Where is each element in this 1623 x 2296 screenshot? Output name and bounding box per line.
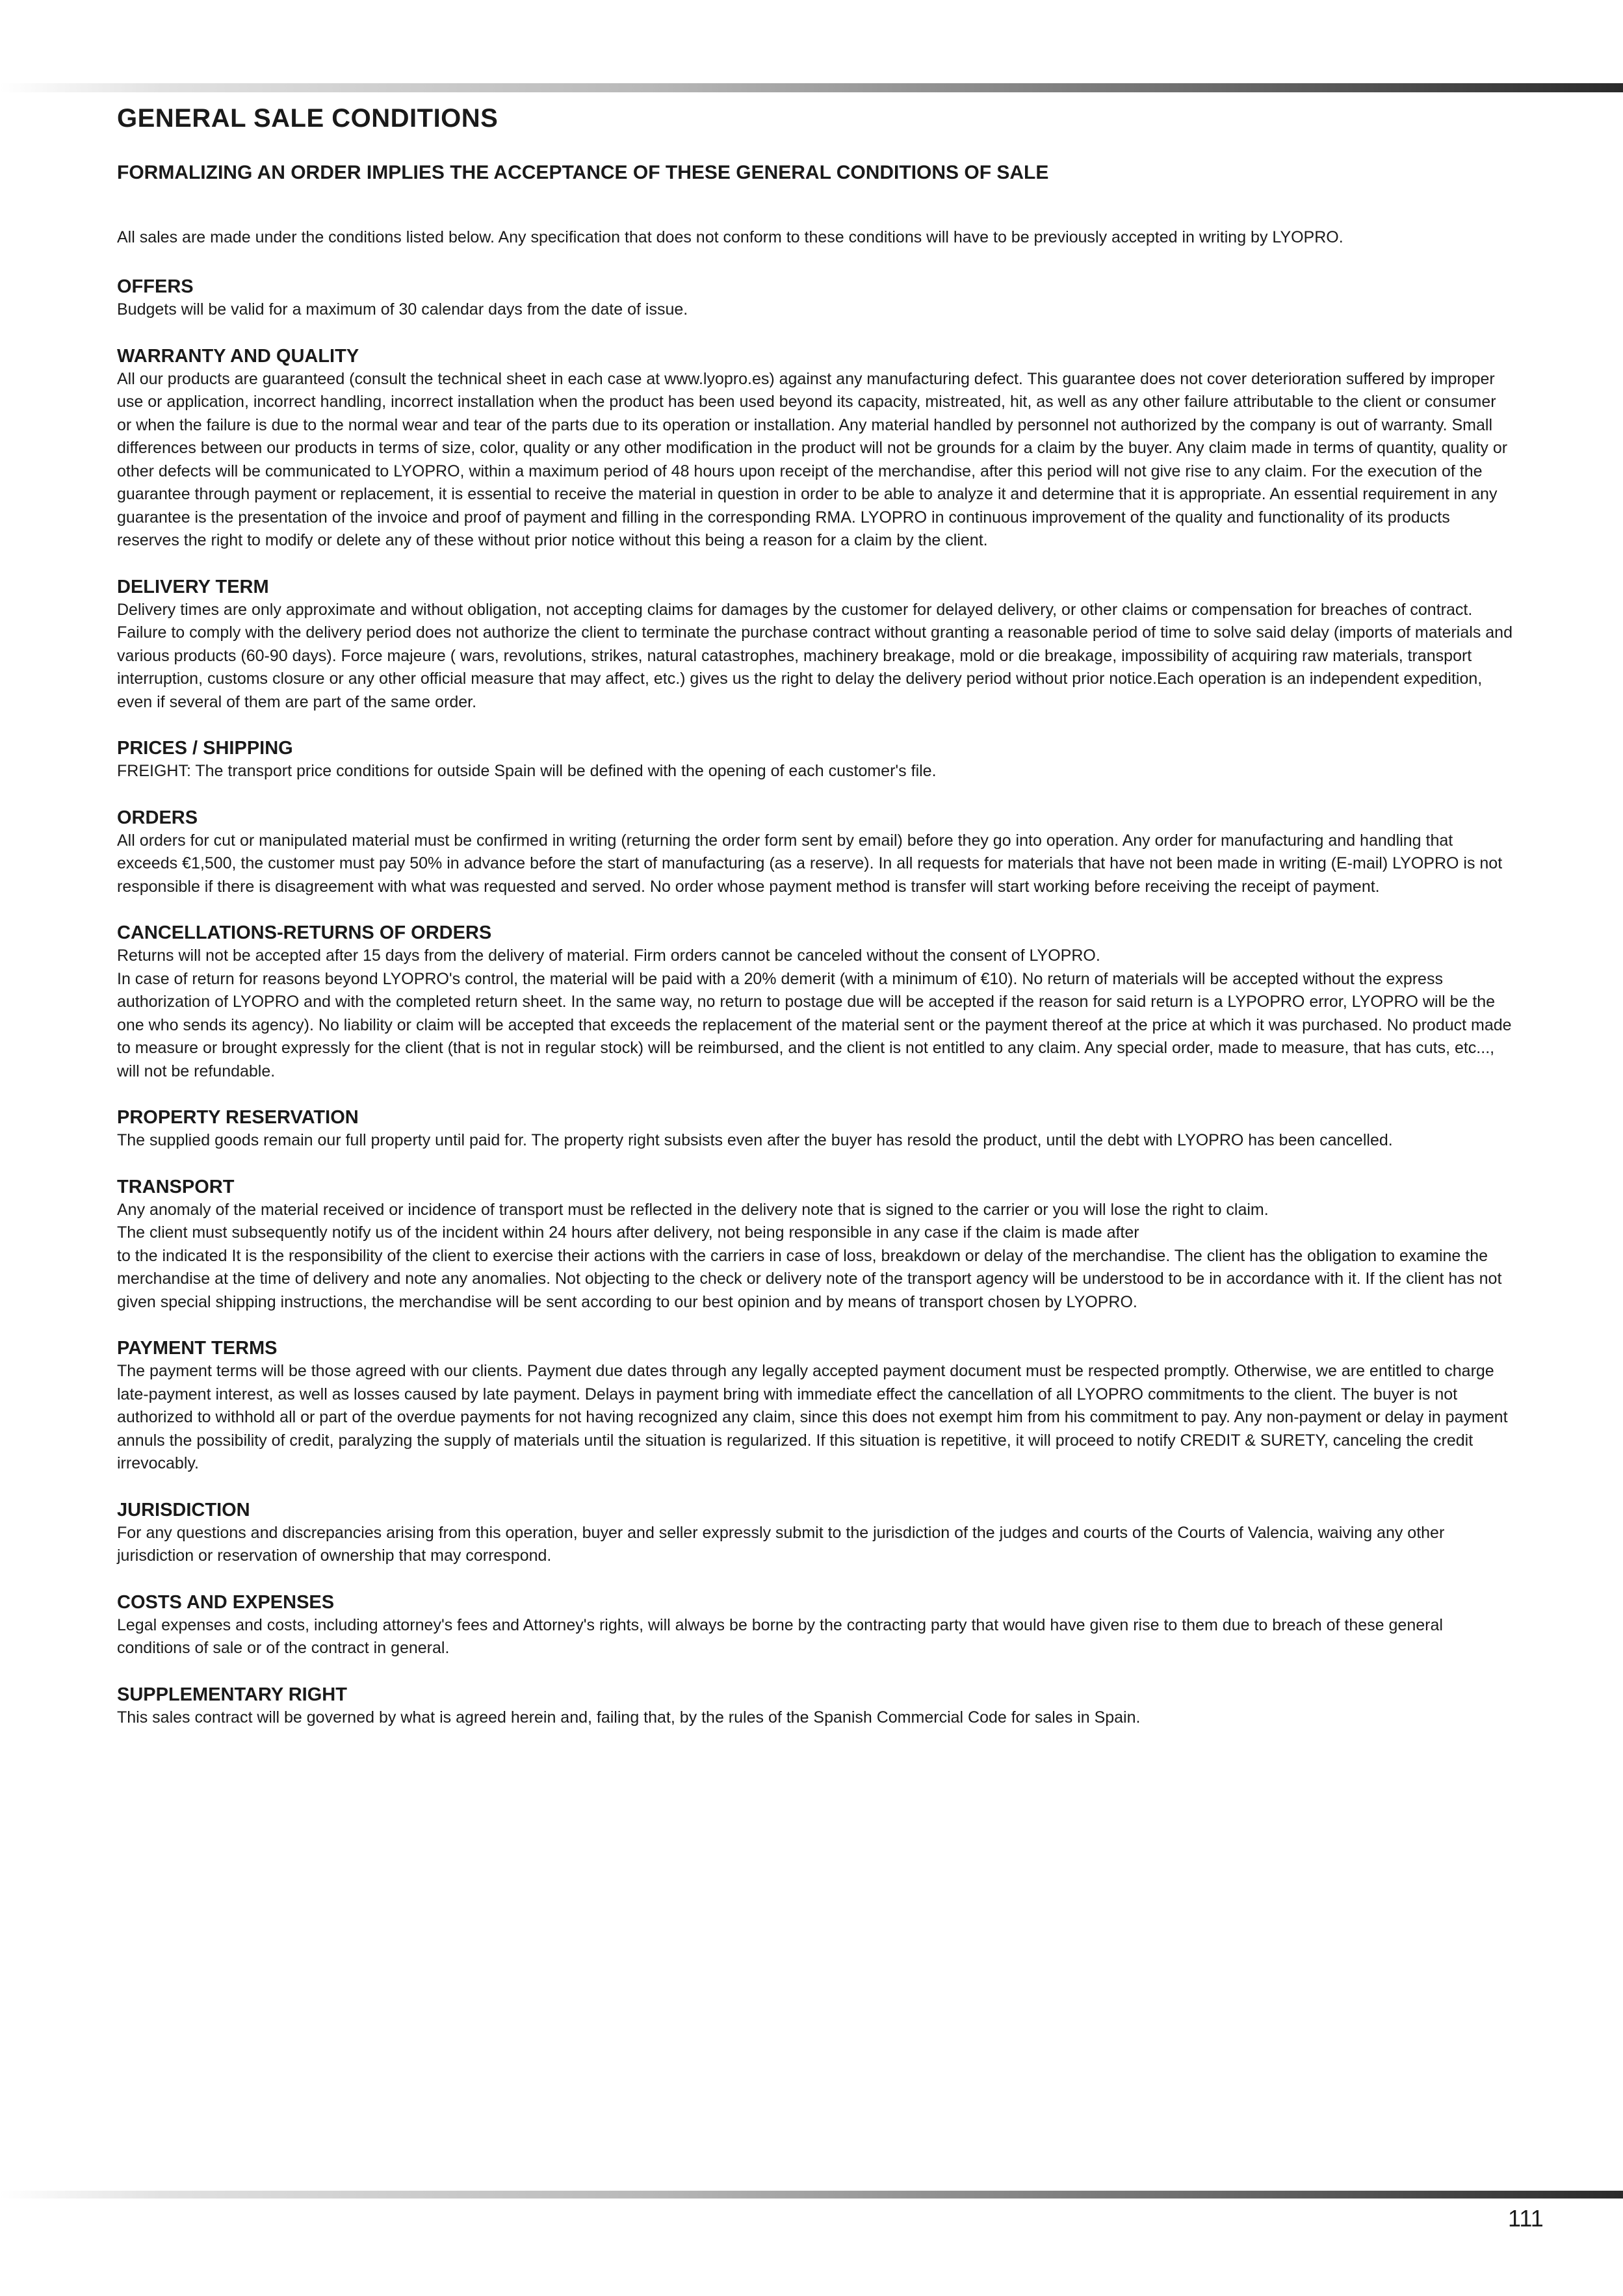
section-heading: PROPERTY RESERVATION <box>117 1107 359 1128</box>
page-title: GENERAL SALE CONDITIONS <box>117 104 499 133</box>
section-orders <box>117 806 1514 899</box>
section-paragraph: In case of return for reasons beyond LYOPRO's control, the material will be paid with a 20% demerit (with a minimum of €10). No return of materials will be accepted without the express authorization of LYOPRO and with the completed return sheet. In the same way, no return to postage due will be accepted if the reason for said return is a LYPOPRO error, LYOPRO will be the one who sends its agency). No liability or claim will be accepted that exceeds the replacement of the material sent or the payment thereof at the price at which it was purchased. No product made to measure or brought expressly for the client (that is not in regular stock) will be reimbursed, and the client is not entitled to any claim. Any special order, made to measure, that has cuts, etc..., will not be refundable. <box>117 969 1512 1080</box>
section-cancellations-returns <box>117 921 1514 1083</box>
section-paragraph: FREIGHT: The transport price conditions for outside Spain will be defined with the opening of each customer's file. <box>117 762 937 780</box>
section-heading: WARRANTY AND QUALITY <box>117 345 359 367</box>
section-payment-terms <box>117 1337 1514 1476</box>
section-paragraph: Any anomaly of the material received or incidence of transport must be reflected in the delivery note that is signed to the carrier or you will lose the right to claim. <box>117 1200 1269 1219</box>
section-heading: SUPPLEMENTARY RIGHT <box>117 1684 347 1705</box>
section-paragraph: This sales contract will be governed by what is agreed herein and, failing that, by the rules of the Spanish Commercial Code for sales in Spain. <box>117 1708 1141 1727</box>
section-heading: ORDERS <box>117 807 198 828</box>
section-heading: DELIVERY TERM <box>117 576 269 597</box>
section-delivery-term <box>117 575 1514 714</box>
section-prices-shipping <box>117 737 1514 783</box>
section-paragraph: All orders for cut or manipulated material must be confirmed in writing (returning the order form sent by email) before they go into operation. Any order for manufacturing and handling that exceeds €1,500, the customer must pay 50% in advance before the start of manufacturing (as a reserve). In all requests for materials that have not been made in writing (E-mail) LYOPRO is not responsible if there is disagreement with what was requested and served. No order whose payment method is transfer will start working before receiving the receipt of payment. <box>117 831 1503 896</box>
section-paragraph: Legal expenses and costs, including attorney's fees and Attorney's rights, will always be borne by the contracting party that would have given rise to them due to breach of these general conditions of sale or of the contract in general. <box>117 1615 1443 1657</box>
section-offers <box>117 275 1514 322</box>
section-paragraph: All our products are guaranteed (consult the technical sheet in each case at www.lyopro.es) against any manufacturing defect. This guarantee does not cover deterioration suffered by improper use or application, incorrect handling, incorrect installation when the product has been used beyond its capacity, mistreated, hit, as well as any other failure attributable to the client or consumer or when the failure is due to the normal wear and tear of the parts due to its operation or installation. Any material handled by personnel not authorized by the company is out of warranty. Small differences between our products in terms of size, color, quality or any other modification in the product will not be grounds for a claim by the buyer. Any claim made in terms of quantity, quality or other defects will be communicated to LYOPRO, within a maximum period of 48 hours upon receipt of the merchandise, after this period will not give rise to any claim. For the execution of the guarantee through payment or replacement, it is essential to receive the material in question in order to be able to analyze it and determine that it is appropriate. An essential requirement in any guarantee is the presentation of the invoice and proof of payment and filling in the corresponding RMA. LYOPRO in continuous improvement of the quality and functionality of its products reserves the right to modify or delete any of these without prior notice without this being a reason for a claim by the client. <box>117 369 1508 549</box>
section-supplementary-right <box>117 1683 1514 1730</box>
section-paragraph: The payment terms will be those agreed with our clients. Payment due dates through any legally accepted payment document must be respected promptly. Otherwise, we are entitled to charge late-payment interest, as well as losses caused by late payment. Delays in payment bring with immediate effect the cancellation of all LYOPRO commitments to the client. The buyer is not authorized to withhold all or part of the overdue payments for not having recognized any claim, since this does not exempt him from his commitment to pay. Any non-payment or delay in payment annuls the possibility of credit, paralyzing the supply of materials until the situation is regularized. If this situation is repetitive, it will proceed to notify CREDIT & SURETY, canceling the credit irrevocably. <box>117 1362 1508 1472</box>
section-heading: PRICES / SHIPPING <box>117 738 293 759</box>
section-jurisdiction <box>117 1498 1514 1568</box>
section-transport <box>117 1175 1514 1314</box>
section-paragraph: The client must subsequently notify us of the incident within 24 hours after delivery, not being responsible in any case if the claim is made after <box>117 1223 1139 1242</box>
section-paragraph: Delivery times are only approximate and without obligation, not accepting claims for damages by the customer for delayed delivery, or other claims or compensation for breaches of contract. Failure to comply with the delivery period does not authorize the client to terminate the purchase contract without granting a reasonable period of time to solve said delay (imports of materials and various products (60-90 days). Force majeure ( wars, revolutions, strikes, natural catastrophes, machinery breakage, mold or die breakage, impossibility of acquiring raw materials, transport interruption, customs closure or any other official measure that may affect, etc.) gives us the right to delay the delivery period without prior notice.Each operation is an independent expedition, even if several of them are part of the same order. <box>117 600 1513 711</box>
section-property-reservation <box>117 1106 1514 1153</box>
section-heading: OFFERS <box>117 276 194 297</box>
section-heading: JURISDICTION <box>117 1499 250 1520</box>
section-heading: PAYMENT TERMS <box>117 1338 278 1359</box>
section-heading: TRANSPORT <box>117 1176 235 1197</box>
section-costs-and-expenses <box>117 1591 1514 1660</box>
section-warranty-and-quality <box>117 345 1514 553</box>
section-paragraph: to the indicated It is the responsibility of the client to exercise their actions with the carriers in case of loss, breakdown or delay of the merchandise. The client has the obligation to examine the merchandise at the time of delivery and note any anomalies. Not objecting to the check or delivery note of the transport agency will be understood to be in accordance with it. If the client has not given special shipping instructions, the merchandise will be sent according to our best opinion and by means of transport chosen by LYOPRO. <box>117 1246 1502 1311</box>
section-paragraph: For any questions and discrepancies arising from this operation, buyer and seller expressly submit to the jurisdiction of the judges and courts of the Courts of Valencia, waiving any other jurisdiction or reservation of ownership that may correspond. <box>117 1523 1445 1565</box>
section-paragraph: The supplied goods remain our full property until paid for. The property right subsists even after the buyer has resold the product, until the debt with LYOPRO has been cancelled. <box>117 1131 1393 1149</box>
top-decorative-rule <box>0 83 1623 92</box>
page-subtitle: FORMALIZING AN ORDER IMPLIES THE ACCEPTANCE OF THESE GENERAL CONDITIONS OF SALE <box>117 162 1049 183</box>
section-paragraph: Budgets will be valid for a maximum of 30 calendar days from the date of issue. <box>117 300 688 319</box>
bottom-decorative-rule <box>0 2191 1623 2198</box>
document-body <box>117 104 1514 1752</box>
intro-paragraph: All sales are made under the conditions listed below. Any specification that does not conform to these conditions will have to be previously accepted in writing by LYOPRO. <box>117 228 1344 246</box>
section-paragraph: Returns will not be accepted after 15 days from the delivery of material. Firm orders cannot be canceled without the consent of LYOPRO. <box>117 946 1100 965</box>
page-number: 111 <box>1508 2205 1544 2232</box>
section-heading: COSTS AND EXPENSES <box>117 1591 335 1613</box>
section-heading: CANCELLATIONS-RETURNS OF ORDERS <box>117 922 492 943</box>
